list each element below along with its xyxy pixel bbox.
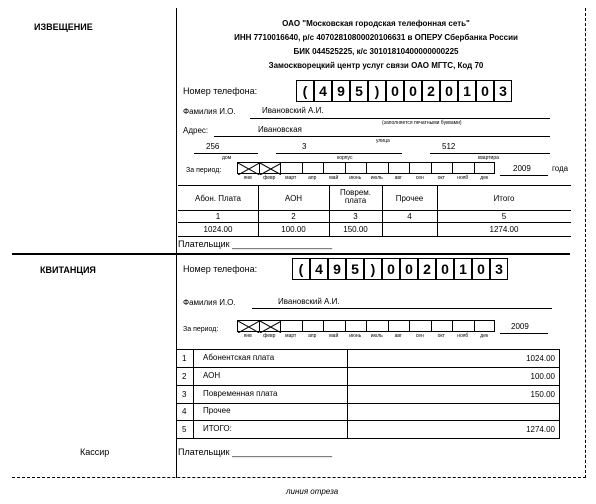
month-label: май — [329, 175, 339, 181]
period-year-suffix: года — [552, 164, 569, 173]
receipt-table — [176, 349, 560, 439]
month-label: янв — [243, 333, 252, 339]
month-label: нояб — [457, 175, 469, 181]
phone-digit: ) — [368, 80, 386, 102]
month-label: май — [329, 333, 339, 339]
receipt-row-number: 4 — [182, 407, 187, 416]
phone-digit: 0 — [436, 258, 454, 280]
receipt-row-name: АОН — [203, 371, 221, 380]
month-box — [259, 320, 281, 332]
month-label: авг — [394, 175, 402, 181]
receipt-label: КВИТАНЦИЯ — [40, 265, 96, 275]
phone-digit: 2 — [418, 258, 436, 280]
month-box — [366, 320, 388, 332]
month-label: июль — [370, 175, 383, 181]
phone-digit-group — [296, 80, 516, 102]
charges-header: Прочее — [395, 194, 424, 203]
section-divider — [12, 253, 570, 255]
receipt-name-value: Ивановский А.И. — [278, 297, 340, 306]
bottom-cut-line — [12, 477, 586, 478]
year-underline — [500, 175, 548, 176]
bank-name: ОАО "Московская городская телефонная сеть" — [282, 19, 470, 28]
phone-digit: 4 — [314, 80, 332, 102]
receipt-year-underline — [500, 333, 548, 334]
month-box — [474, 320, 496, 332]
street-underline — [214, 136, 550, 137]
charges-col-number: 5 — [501, 212, 507, 221]
receipt-phone-label: Номер телефона: — [183, 264, 258, 274]
phone-label: Номер телефона: — [183, 86, 258, 96]
phone-digit: 3 — [494, 80, 512, 102]
receipt-period-year: 2009 — [511, 322, 529, 331]
receipt-period-label: За период: — [183, 326, 219, 333]
month-label: февр — [263, 333, 276, 339]
address-building: 3 — [302, 142, 307, 151]
charges-value: 150.00 — [343, 225, 368, 234]
month-box — [323, 320, 345, 332]
receipt-row-number: 5 — [182, 425, 187, 434]
month-box — [237, 320, 259, 332]
house-caption: дом — [222, 155, 232, 161]
month-label: окт — [437, 333, 445, 339]
phone-digit: 0 — [404, 80, 422, 102]
month-box — [388, 320, 410, 332]
charges-value: 100.00 — [281, 225, 306, 234]
receipt-phone-digit-group — [292, 258, 512, 280]
receipt-row-name: Прочее — [203, 406, 231, 415]
receipt-row-number: 3 — [182, 390, 187, 399]
charges-col-number: 2 — [291, 212, 296, 221]
cashier-label: Кассир — [80, 447, 110, 457]
month-label: нояб — [457, 333, 469, 339]
month-box — [237, 162, 259, 174]
name-hint: (заполняется печатными буквами) — [382, 120, 462, 126]
month-label: дек — [480, 175, 489, 181]
cut-line-label: линия отреза — [286, 487, 339, 496]
receipt-name-underline — [252, 308, 552, 309]
month-box — [452, 162, 474, 174]
receipt-payer-signature: Плательщик ____________________ — [178, 447, 333, 457]
month-box — [431, 162, 453, 174]
cross-mark-icon — [238, 163, 260, 175]
month-label: янв — [243, 175, 252, 181]
receipt-row-name: Повременная плата — [203, 389, 278, 398]
building-caption: корпус — [337, 155, 353, 161]
month-label: март — [285, 333, 297, 339]
bank-bik: БИК 044525225, к/с 30101810400000000225 — [293, 47, 459, 56]
month-box — [452, 320, 474, 332]
receipt-row-number: 2 — [182, 372, 187, 381]
receipt-row-amount: 150.00 — [530, 390, 555, 399]
address-apartment: 512 — [442, 142, 456, 151]
phone-digit: 4 — [310, 258, 328, 280]
right-cut-line — [585, 8, 586, 478]
month-box — [409, 162, 431, 174]
receipt-period-months — [237, 320, 497, 340]
apartment-underline — [430, 153, 550, 154]
month-box — [366, 162, 388, 174]
month-label: апр — [308, 333, 317, 339]
phone-digit: 0 — [400, 258, 418, 280]
address-house: 256 — [206, 142, 220, 151]
bank-account: ИНН 7710016640, р/с 40702810800020106631 в ОПЕРУ Сбербанка России — [234, 33, 518, 42]
month-label: июнь — [349, 333, 362, 339]
month-box — [345, 320, 367, 332]
charges-value: 1274.00 — [489, 225, 519, 234]
month-label: окт — [437, 175, 445, 181]
month-label: июнь — [349, 175, 362, 181]
receipt-row-name: Абонентская плата — [203, 353, 275, 362]
month-label: авг — [394, 333, 402, 339]
cross-mark-icon — [238, 321, 260, 333]
month-box — [280, 162, 302, 174]
month-label: март — [285, 175, 297, 181]
bank-center: Замоскворецкий центр услуг связи ОАО МГТС, Код 70 — [268, 61, 484, 70]
month-box — [388, 162, 410, 174]
charges-col-number: 1 — [215, 212, 221, 221]
phone-digit: 9 — [328, 258, 346, 280]
month-label: февр — [263, 175, 276, 181]
phone-digit: 1 — [458, 80, 476, 102]
charges-header: Абон. Плата — [195, 194, 241, 203]
phone-digit: 0 — [382, 258, 400, 280]
address-street: Ивановская — [258, 125, 302, 134]
phone-digit: ) — [364, 258, 382, 280]
receipt-name-label: Фамилия И.О. — [183, 298, 236, 307]
notice-label: ИЗВЕЩЕНИЕ — [34, 22, 93, 32]
payer-signature: Плательщик ____________________ — [178, 239, 333, 249]
month-box — [323, 162, 345, 174]
month-box — [474, 162, 496, 174]
receipt-row-amount: 100.00 — [530, 372, 555, 381]
period-months — [237, 162, 497, 182]
charges-value: 1024.00 — [203, 225, 233, 234]
month-label: июль — [370, 333, 383, 339]
name-underline — [250, 118, 550, 119]
month-label: сен — [415, 333, 424, 339]
receipt-row-number: 1 — [182, 354, 187, 363]
charges-col-number: 4 — [407, 212, 412, 221]
cross-mark-icon — [260, 163, 282, 175]
month-box — [280, 320, 302, 332]
month-box — [302, 162, 324, 174]
month-label: дек — [480, 333, 489, 339]
phone-digit: 9 — [332, 80, 350, 102]
month-box — [409, 320, 431, 332]
phone-digit: 0 — [386, 80, 404, 102]
charges-col-number: 3 — [353, 212, 358, 221]
period-year: 2009 — [513, 164, 531, 173]
phone-digit: 0 — [472, 258, 490, 280]
receipt-row-amount: 1274.00 — [526, 425, 555, 434]
cross-mark-icon — [260, 321, 282, 333]
receipt-row-amount: 1024.00 — [526, 354, 555, 363]
charges-header: Поврем. плата — [339, 188, 372, 205]
charges-table — [178, 185, 571, 237]
month-box — [431, 320, 453, 332]
month-box — [302, 320, 324, 332]
apartment-caption: квартира — [478, 155, 499, 161]
month-box — [259, 162, 281, 174]
name-label: Фамилия И.О. — [183, 107, 236, 116]
month-label: сен — [415, 175, 424, 181]
building-underline — [276, 153, 402, 154]
period-label: За период: — [186, 167, 222, 174]
address-label: Адрес: — [183, 126, 209, 135]
phone-digit: 1 — [454, 258, 472, 280]
phone-digit: 0 — [440, 80, 458, 102]
phone-digit: 0 — [476, 80, 494, 102]
charges-header: АОН — [284, 194, 303, 203]
house-underline — [194, 153, 258, 154]
receipt-row-name: ИТОГО: — [203, 424, 232, 433]
month-label: апр — [308, 175, 317, 181]
phone-digit: 5 — [346, 258, 364, 280]
name-value: Ивановский А.И. — [262, 106, 324, 115]
phone-digit: 2 — [422, 80, 440, 102]
charges-header: Итого — [493, 194, 515, 203]
month-box — [345, 162, 367, 174]
phone-digit: ( — [292, 258, 310, 280]
street-caption: улица — [376, 138, 390, 144]
phone-digit: 3 — [490, 258, 508, 280]
phone-digit: 5 — [350, 80, 368, 102]
phone-digit: ( — [296, 80, 314, 102]
